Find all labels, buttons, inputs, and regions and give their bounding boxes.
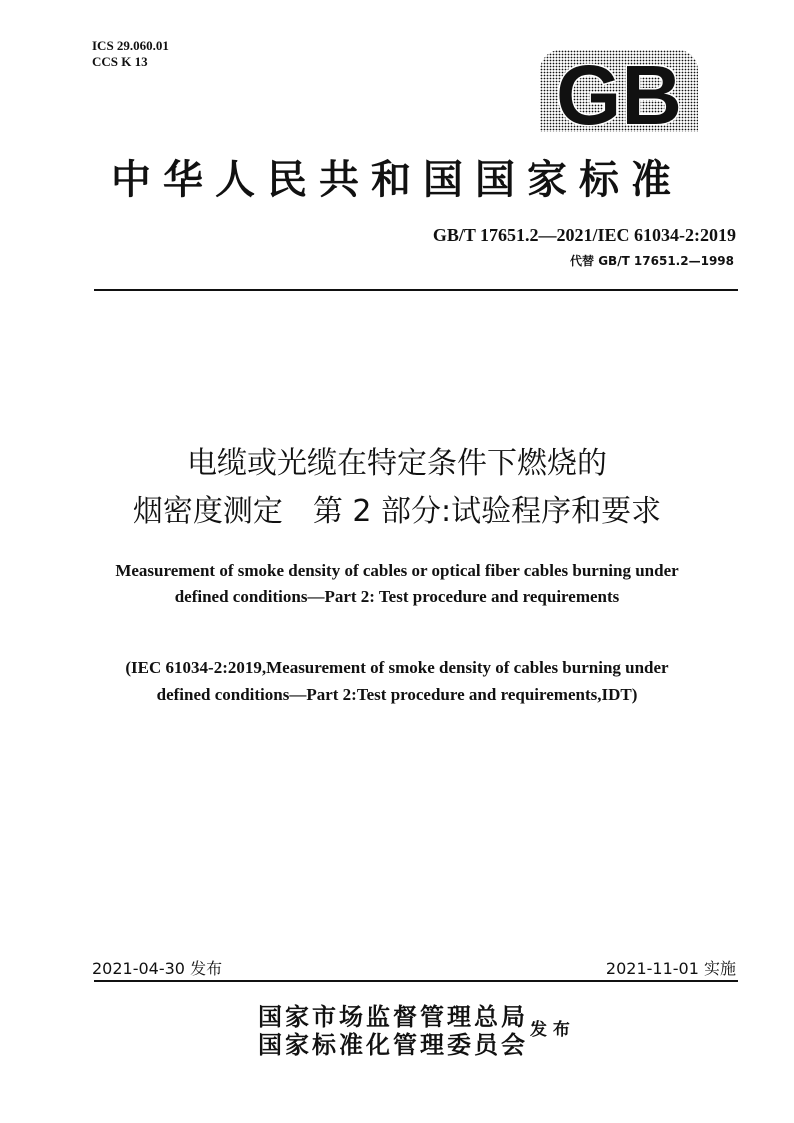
ccs-code: CCS K 13 [92,54,148,69]
issuer-samr: 国家市场监督管理总局 [258,1002,528,1031]
replaces-standard: 代替 GB/T 17651.2—1998 [570,254,734,268]
gb-logo-text: GB [556,50,682,132]
iec-reference-line2: defined conditions—Part 2:Test procedure and requirements,IDT) [156,685,638,704]
gb-logo [540,50,698,132]
national-standard-title: 中华人民共和国国家标准 [111,156,683,203]
ics-code: ICS 29.060.01 [92,38,169,53]
classification-codes [92,38,169,70]
issue-date: 2021-04-30 发布 [92,959,223,978]
header-divider [94,289,738,291]
publish-label: 发 布 [530,1020,570,1040]
title-en-line2: defined conditions—Part 2: Test procedure and requirements [174,587,620,606]
effective-date: 2021-11-01 实施 [605,959,736,978]
issuer-sac: 国家标准化管理委员会 [258,1030,528,1059]
title-en-line1: Measurement of smoke density of cables or optical fiber cables burning under [115,561,679,580]
iec-reference-line1: (IEC 61034-2:2019,Measurement of smoke density of cables burning under [125,658,669,677]
title-cn-line1: 电缆或光缆在特定条件下燃烧的 [187,446,607,481]
title-cn-line2: 烟密度测定 第 2 部分:试验程序和要求 [132,494,662,529]
footer-divider [94,980,738,982]
standard-number: GB/T 17651.2—2021/IEC 61034-2:2019 [432,225,736,245]
